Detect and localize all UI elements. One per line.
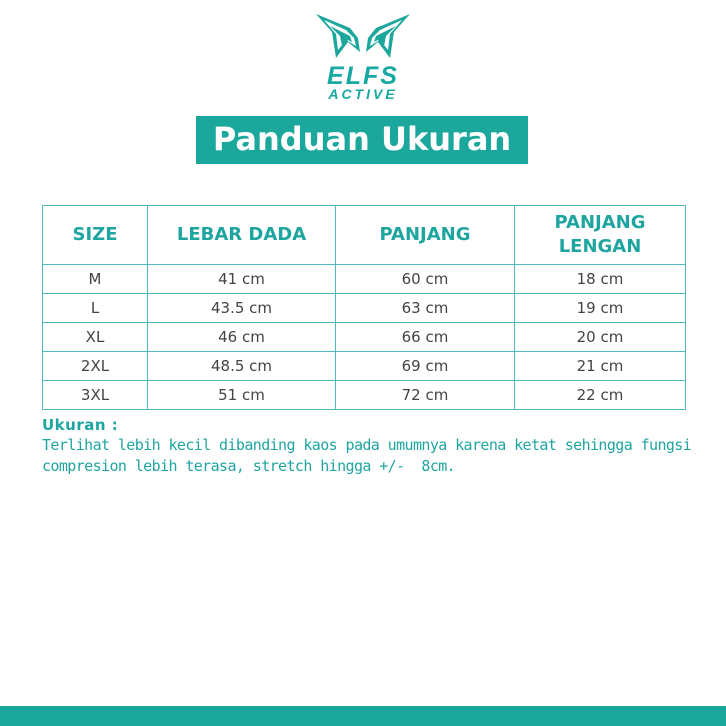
cell-chest: 48.5 cm — [148, 352, 336, 381]
brand-logo — [300, 12, 426, 102]
header-sleeve-length — [515, 206, 686, 265]
cell-length: 69 cm — [336, 352, 515, 381]
cell-chest: 43.5 cm — [148, 294, 336, 323]
cell-size: L — [43, 294, 148, 323]
cell-length: 60 cm — [336, 265, 515, 294]
cell-size: M — [43, 265, 148, 294]
cell-chest: 51 cm — [148, 381, 336, 410]
cell-sleeve: 19 cm — [515, 294, 686, 323]
table-row — [43, 381, 686, 410]
header-chest-width: LEBAR DADA — [148, 206, 336, 265]
cell-size: XL — [43, 323, 148, 352]
bottom-accent-bar — [0, 706, 726, 726]
cell-length: 72 cm — [336, 381, 515, 410]
table-row — [43, 294, 686, 323]
brand-subtitle: ACTIVE — [328, 86, 398, 102]
cell-length: 66 cm — [336, 323, 515, 352]
notes-line-1: Terlihat lebih kecil dibanding kaos pada umumnya karena ketat sehingga fungsi — [42, 436, 692, 454]
size-chart-table — [42, 205, 686, 410]
wing-logo-icon — [314, 12, 412, 64]
cell-length: 63 cm — [336, 294, 515, 323]
header-sleeve-length-label: PANJANG LENGAN — [554, 212, 646, 257]
table-row — [43, 265, 686, 294]
cell-chest: 46 cm — [148, 323, 336, 352]
cell-size: 2XL — [43, 352, 148, 381]
page-title: Panduan Ukuran — [196, 116, 528, 164]
table-row — [43, 352, 686, 381]
cell-sleeve: 22 cm — [515, 381, 686, 410]
brand-name: ELFS — [327, 62, 399, 90]
header-length: PANJANG — [336, 206, 515, 265]
size-notes — [42, 416, 702, 477]
table-header-row — [43, 206, 686, 265]
cell-sleeve: 20 cm — [515, 323, 686, 352]
table-row — [43, 323, 686, 352]
cell-sleeve: 21 cm — [515, 352, 686, 381]
cell-size: 3XL — [43, 381, 148, 410]
header-size: SIZE — [43, 206, 148, 265]
cell-sleeve: 18 cm — [515, 265, 686, 294]
notes-line-2: compresion lebih terasa, stretch hingga +/- 8cm. — [42, 457, 456, 475]
notes-body — [42, 435, 702, 477]
notes-title: Ukuran : — [42, 416, 119, 434]
cell-chest: 41 cm — [148, 265, 336, 294]
